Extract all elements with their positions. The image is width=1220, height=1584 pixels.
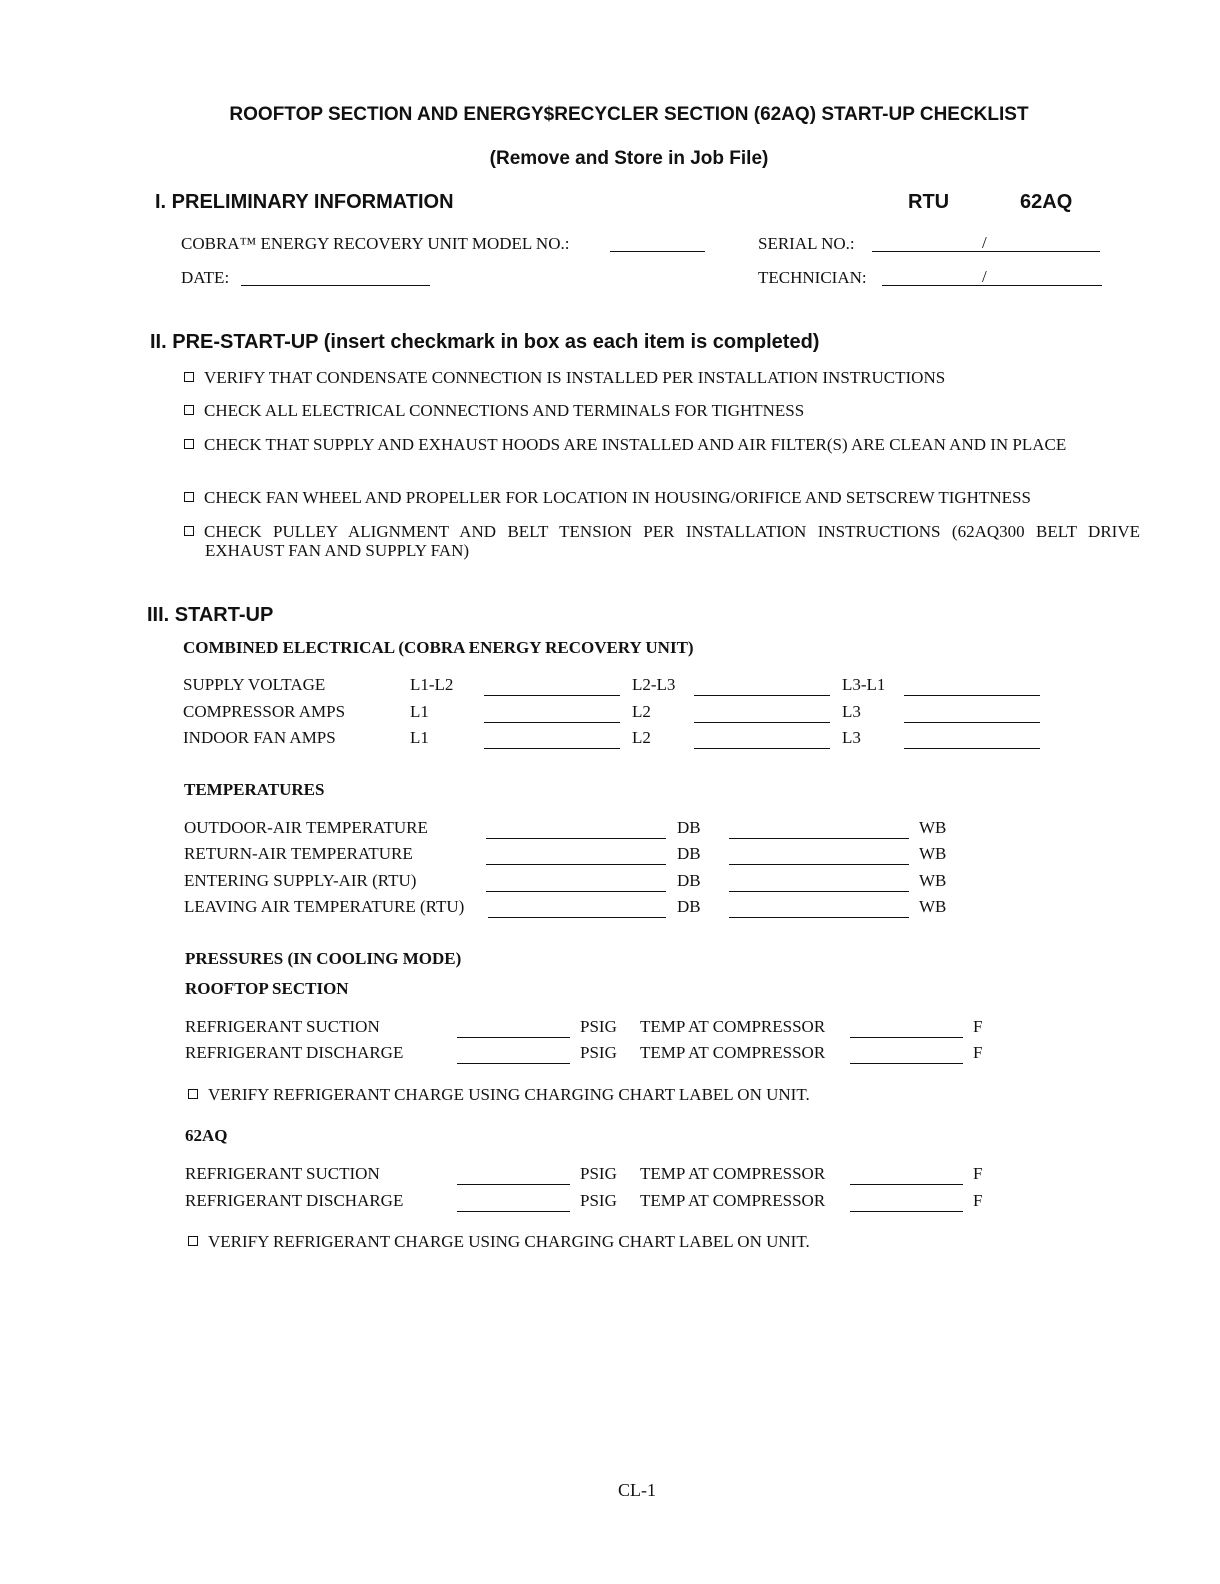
checkbox[interactable]	[184, 405, 194, 415]
temperature-field[interactable]	[850, 1211, 963, 1212]
page-number: CL-1	[618, 1480, 656, 1500]
pressure-label: REFRIGERANT SUCTION	[185, 1017, 380, 1036]
db-unit: DB	[677, 818, 701, 837]
checkbox[interactable]	[184, 372, 194, 382]
psig-unit: PSIG	[580, 1164, 617, 1183]
pressure-label: REFRIGERANT DISCHARGE	[185, 1191, 404, 1210]
verify-charge-item[interactable]	[188, 1085, 810, 1105]
value-field[interactable]	[694, 722, 830, 723]
wb-field[interactable]	[729, 917, 909, 918]
value-field[interactable]	[694, 748, 830, 749]
prestartup-item-text: VERIFY THAT CONDENSATE CONNECTION IS INSTALLED PER INSTALLATION INSTRUCTIONS	[204, 368, 946, 387]
section-startup-heading: III. START-UP	[147, 604, 274, 626]
wb-unit: WB	[919, 844, 947, 863]
phase-label: L1	[410, 728, 429, 747]
pressure-field[interactable]	[457, 1184, 570, 1185]
checkbox[interactable]	[188, 1236, 198, 1246]
value-field[interactable]	[904, 748, 1040, 749]
phase-label: L3-L1	[842, 675, 886, 694]
technician-separator: /	[982, 267, 987, 286]
fahrenheit-unit: F	[973, 1017, 983, 1036]
phase-label: L2-L3	[632, 675, 676, 694]
value-field[interactable]	[904, 722, 1040, 723]
model-number-label: COBRA™ ENERGY RECOVERY UNIT MODEL NO.:	[181, 234, 570, 253]
phase-label: L1-L2	[410, 675, 454, 694]
temperatures-heading: TEMPERATURES	[184, 780, 325, 799]
verify-charge-item[interactable]	[188, 1232, 810, 1252]
date-field[interactable]	[241, 285, 430, 286]
checkbox[interactable]	[184, 492, 194, 502]
phase-label: L3	[842, 728, 861, 747]
section-preliminary-heading: I. PRELIMINARY INFORMATION	[155, 191, 454, 213]
pressure-label: REFRIGERANT SUCTION	[185, 1164, 380, 1183]
prestartup-item[interactable]	[184, 401, 1119, 420]
db-field[interactable]	[486, 838, 666, 839]
column-rtu-label: RTU	[908, 191, 950, 213]
temperature-label: ENTERING SUPPLY-AIR (RTU)	[184, 871, 417, 890]
62aq-section-heading: 62AQ	[185, 1126, 228, 1145]
phase-label: L1	[410, 702, 429, 721]
prestartup-item-text: CHECK ALL ELECTRICAL CONNECTIONS AND TERMINALS FOR TIGHTNESS	[204, 401, 805, 420]
phase-label: L2	[632, 728, 651, 747]
electrical-label: SUPPLY VOLTAGE	[183, 675, 326, 694]
prestartup-item-text: CHECK THAT SUPPLY AND EXHAUST HOODS ARE INSTALLED AND AIR FILTER(S) ARE CLEAN AND IN PLACE	[204, 435, 1067, 454]
temperature-field[interactable]	[850, 1037, 963, 1038]
db-unit: DB	[677, 844, 701, 863]
db-field[interactable]	[486, 864, 666, 865]
wb-field[interactable]	[729, 891, 909, 892]
fahrenheit-unit: F	[973, 1164, 983, 1183]
wb-field[interactable]	[729, 838, 909, 839]
rooftop-section-heading: ROOFTOP SECTION	[185, 979, 349, 998]
electrical-label: COMPRESSOR AMPS	[183, 702, 346, 721]
electrical-heading: COMBINED ELECTRICAL (COBRA ENERGY RECOVERY UNIT)	[183, 638, 694, 657]
value-field[interactable]	[484, 748, 620, 749]
wb-unit: WB	[919, 897, 947, 916]
pressure-field[interactable]	[457, 1211, 570, 1212]
value-field[interactable]	[904, 695, 1040, 696]
phase-label: L3	[842, 702, 861, 721]
prestartup-item[interactable]	[184, 368, 1119, 387]
value-field[interactable]	[694, 695, 830, 696]
db-field[interactable]	[488, 917, 666, 918]
verify-charge-text: VERIFY REFRIGERANT CHARGE USING CHARGING CHART LABEL ON UNIT.	[208, 1085, 810, 1104]
section-prestartup-heading: II. PRE-START-UP (insert checkmark in box as each item is completed)	[150, 331, 820, 353]
prestartup-item[interactable]	[184, 522, 1140, 560]
checkbox[interactable]	[188, 1089, 198, 1099]
prestartup-item-text: CHECK PULLEY ALIGNMENT AND BELT TENSION PER INSTALLATION INSTRUCTIONS (62AQ300 BELT DRIVE EXHAUST FAN AND SUPPLY FAN)	[204, 522, 1140, 560]
technician-label: TECHNICIAN:	[758, 268, 867, 287]
value-field[interactable]	[484, 695, 620, 696]
psig-unit: PSIG	[580, 1191, 617, 1210]
db-unit: DB	[677, 897, 701, 916]
psig-unit: PSIG	[580, 1017, 617, 1036]
date-label: DATE:	[181, 268, 230, 287]
verify-charge-text: VERIFY REFRIGERANT CHARGE USING CHARGING CHART LABEL ON UNIT.	[208, 1232, 810, 1251]
pressures-heading: PRESSURES (IN COOLING MODE)	[185, 949, 462, 968]
serial-separator: /	[982, 233, 987, 252]
technician-field[interactable]	[882, 285, 1102, 286]
checkbox[interactable]	[184, 526, 194, 536]
temperature-label: LEAVING AIR TEMPERATURE (RTU)	[184, 897, 465, 916]
serial-number-label: SERIAL NO.:	[758, 234, 855, 253]
db-unit: DB	[677, 871, 701, 890]
psig-unit: PSIG	[580, 1043, 617, 1062]
value-field[interactable]	[484, 722, 620, 723]
db-field[interactable]	[486, 891, 666, 892]
prestartup-item[interactable]	[184, 435, 1140, 454]
pressure-label: REFRIGERANT DISCHARGE	[185, 1043, 404, 1062]
temp-at-compressor-label: TEMP AT COMPRESSOR	[640, 1164, 826, 1183]
fahrenheit-unit: F	[973, 1191, 983, 1210]
wb-unit: WB	[919, 818, 947, 837]
prestartup-item[interactable]	[184, 488, 1119, 507]
prestartup-item-text: CHECK FAN WHEEL AND PROPELLER FOR LOCATION IN HOUSING/ORIFICE AND SETSCREW TIGHTNESS	[204, 488, 1031, 507]
electrical-label: INDOOR FAN AMPS	[183, 728, 336, 747]
pressure-field[interactable]	[457, 1063, 570, 1064]
wb-unit: WB	[919, 871, 947, 890]
model-number-field[interactable]	[610, 251, 705, 252]
wb-field[interactable]	[729, 864, 909, 865]
temperature-field[interactable]	[850, 1063, 963, 1064]
temperature-label: OUTDOOR-AIR TEMPERATURE	[184, 818, 428, 837]
phase-label: L2	[632, 702, 651, 721]
pressure-field[interactable]	[457, 1037, 570, 1038]
temp-at-compressor-label: TEMP AT COMPRESSOR	[640, 1191, 826, 1210]
checklist-subtitle: (Remove and Store in Job File)	[489, 148, 769, 169]
checklist-title: ROOFTOP SECTION AND ENERGY$RECYCLER SECTION (62AQ) START-UP CHECKLIST	[229, 104, 1029, 125]
checkbox[interactable]	[184, 439, 194, 449]
temp-at-compressor-label: TEMP AT COMPRESSOR	[640, 1043, 826, 1062]
fahrenheit-unit: F	[973, 1043, 983, 1062]
column-62aq-label: 62AQ	[1020, 191, 1073, 213]
temp-at-compressor-label: TEMP AT COMPRESSOR	[640, 1017, 826, 1036]
temperature-field[interactable]	[850, 1184, 963, 1185]
temperature-label: RETURN-AIR TEMPERATURE	[184, 844, 413, 863]
